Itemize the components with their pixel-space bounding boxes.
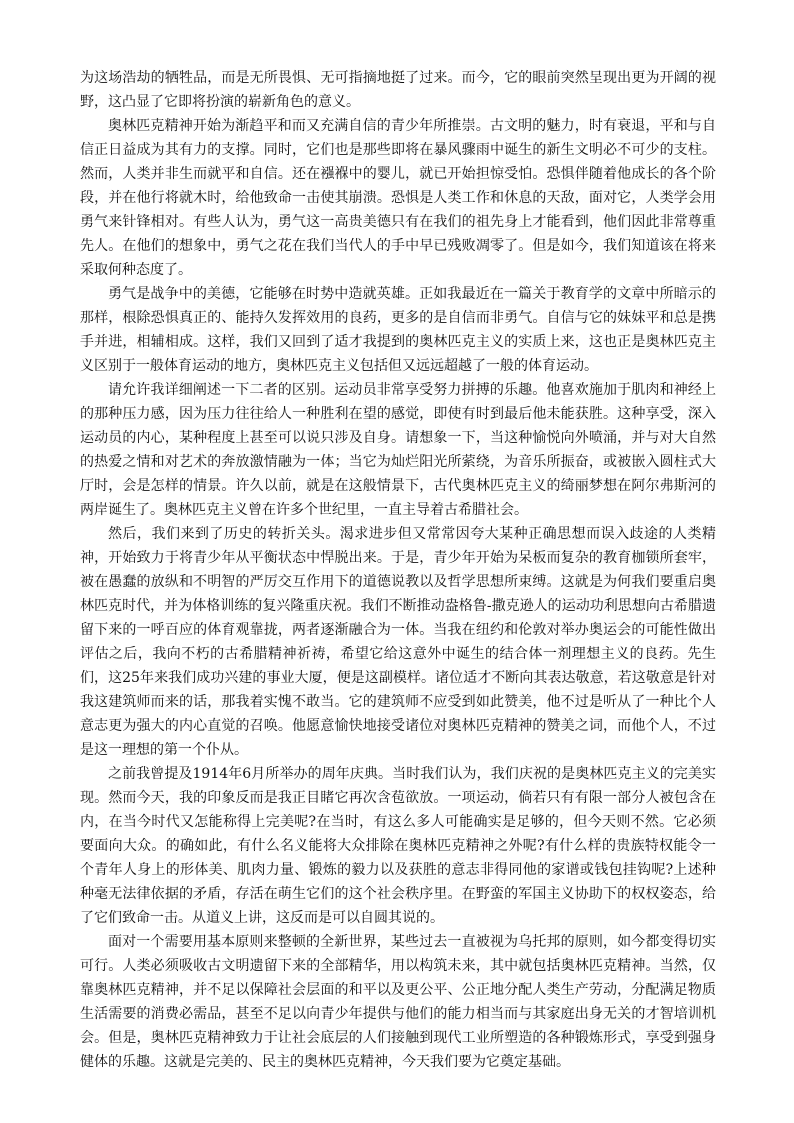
paragraph-7: 面对一个需要用基本原则来整顿的全新世界，某些过去一直被视为乌托邦的原则，如今都变得切实可行。人类必须吸收古文明遗留下来的全部精华，用以构筑未来，其中就包括奥林匹克精神。当然，仅靠奥林匹克精神，并不足以保障社会层面的和平以及更公平、公正地分配人类生产劳动，分配满足物质生活需要的消费必需品，甚至不足以向青少年提供与他们的能力相当而与其家庭出身无关的才智培训机会。但是，奥林匹克精神致力于让社会底层的人们接触到现代工业所塑造的各种锻炼形式，享受到强身健体的乐趣。这就是完美的、民主的奥林匹克精神，今天我们要为它奠定基础。 [80,934,716,1070]
paragraph-5: 然后，我们来到了历史的转折关头。渴求进步但又常常因夸大某种正确思想而误入歧途的人类精神，开始致力于将青少年从平衡状态中悍脱出来。于是，青少年开始为呆板而复杂的教育枷锁所套牢，被在愚蠢的放纵和不明智的严厉交互作用下的道德说教以及哲学思想所束缚。这就是为何我们要重启奥林匹克时代，并为体格训练的复兴隆重庆祝。我们不断推动盎格鲁-撒克逊人的运动功利思想向古希腊遗留下来的一呼百应的体育观靠拢，两者逐渐融合为一体。当我在纽约和伦敦对举办奥运会的可能性做出评估之后，我向不朽的古希腊精神祈祷，希望它给这意外中诞生的结合体一剂理想主义的良药。先生们，这25年来我们成功兴建的事业大厦，便是这副模样。诸位适才不断向其表达敬意，若这敬意是针对我这建筑师而来的话，那我着实愧不敢当。它的建筑师不应受到如此赞美，他不过是听从了一种比个人意志更为强大的内心直觉的召唤。他愿意愉快地接受诸位对奥林匹克精神的赞美之词，而他个人，不过是这一理想的第一个仆从。 [80,526,716,758]
paragraph-1: 为这场浩劫的牺牲品，而是无所畏惧、无可指摘地挺了过来。而今，它的眼前突然呈现出更为开阔的视野，这凸显了它即将扮演的崭新角色的意义。 [80,70,716,110]
paragraph-2: 奥林匹克精神开始为渐趋平和而又充满自信的青少年所推崇。古文明的魅力，时有衰退，平和与自信正日益成为其有力的支撑。同时，它们也是那些即将在暴风骤雨中诞生的新生文明必不可少的支柱。然而，人类并非生而就平和自信。还在襁褓中的婴儿，就已开始担惊受怕。恐惧伴随着他成长的各个阶段，并在他行将就木时，给他致命一击使其崩溃。恐惧是人类工作和休息的天敌，面对它，人类学会用勇气来针锋相对。有些人认为，勇气这一高贵美德只有在我们的祖先身上才能看到，他们因此非常尊重先人。在他们的想象中，勇气之花在我们当代人的手中早已残败凋零了。但是如今，我们知道该在将来采取何种态度了。 [80,118,716,278]
document-body [80,66,716,1074]
paragraph-6: 之前我曾提及1914年6月所举办的周年庆典。当时我们认为，我们庆祝的是奥林匹克主义的完美实现。然而今天，我的印象反而是我正目睹它再次含苞欲放。一项运动，倘若只有有限一部分人被包含在内，在当今时代又怎能称得上完美呢?在当时，有这么多人可能确实是足够的，但今天则不然。它必须要面向大众。的确如此，有什么名义能将大众排除在奥林匹克精神之外呢?有什么样的贵族特权能令一个青年人身上的形体美、肌肉力量、锻炼的毅力以及获胜的意志非得同他的家谱或钱包挂钩呢?上述种种毫无法律依据的矛盾，存活在萌生它们的这个社会秩序里。在野蛮的军国主义协助下的权权姿态，给了它们致命一击。从道义上讲，这反而是可以自圆其说的。 [80,766,716,926]
paragraph-4: 请允许我详细阐述一下二者的区别。运动员非常享受努力拼搏的乐趣。他喜欢施加于肌肉和神经上的那种压力感，因为压力往往给人一种胜利在望的感觉，即使有时到最后他未能获胜。这种享受，深入运动员的内心，某种程度上甚至可以说只涉及自身。请想象一下，当这种愉悦向外喷涌，并与对大自然的热爱之情和对艺术的奔放激情融为一体；当它为灿烂阳光所萦绕，为音乐所振奋，或被嵌入圆柱式大厅时，会是怎样的情景。许久以前，就是在这般情景下，古代奥林匹克主义的绮丽梦想在阿尔弗斯河的两岸诞生了。奥林匹克主义曾在许多个世纪里，一直主导着古希腊社会。 [80,382,716,518]
paragraph-3: 勇气是战争中的美德，它能够在时势中造就英雄。正如我最近在一篇关于教育学的文章中所暗示的那样，根除恐惧真正的、能持久发挥效用的良药，更多的是自信而非勇气。自信与它的妹妹平和总是携手并进，相辅相成。这样，我们又回到了适才我提到的奥林匹克主义的实质上来，这也正是奥林匹克主义区别于一般体育运动的地方，奥林匹克主义包括但又远远超越了一般的体育运动。 [80,286,716,374]
